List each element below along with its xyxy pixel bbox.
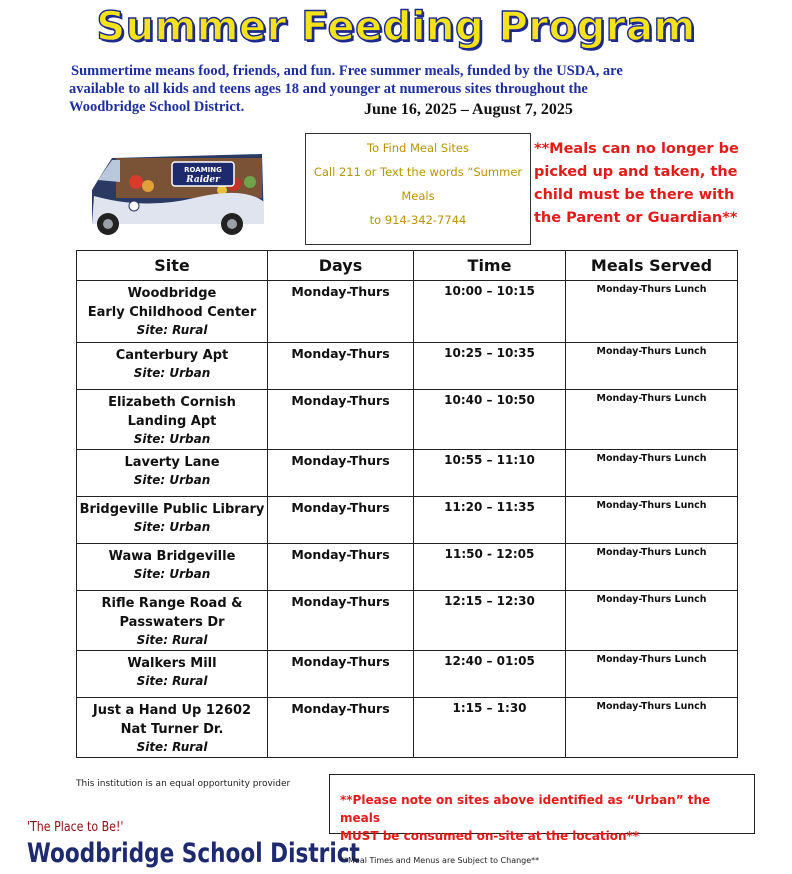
- table-row: [77, 698, 738, 758]
- site-cell: [77, 591, 268, 651]
- notice-line-1: **Meals can no longer be: [534, 141, 739, 157]
- intro-line-1: Summertime means food, friends, and fun. Free summer meals, funded by the USDA, are: [71, 63, 623, 79]
- time-cell: 10:40 – 10:50: [414, 390, 566, 450]
- find-line-3: Meals: [401, 189, 435, 203]
- site-cell: [77, 450, 268, 497]
- table-row: [77, 390, 738, 450]
- site-name: Rifle Range Road &: [101, 596, 243, 611]
- table-row: [77, 497, 738, 544]
- days-cell: Monday-Thurs: [268, 591, 414, 651]
- truck-badge-line-1: ROAMING: [184, 166, 222, 174]
- site-type: Site: Urban: [133, 520, 211, 534]
- truck-badge-line-2: Raider: [186, 175, 220, 185]
- site-name: Just a Hand Up 12602: [92, 703, 252, 718]
- table-row: [77, 450, 738, 497]
- meals-cell: Monday-Thurs Lunch: [566, 698, 738, 758]
- site-type: Site: Rural: [136, 740, 208, 754]
- site-name: Landing Apt: [127, 414, 217, 429]
- find-line-2: Call 211 or Text the words “Summer: [313, 165, 523, 179]
- meals-cell: Monday-Thurs Lunch: [566, 651, 738, 698]
- meals-cell: Monday-Thurs Lunch: [566, 591, 738, 651]
- site-cell: [77, 497, 268, 544]
- site-cell: [77, 343, 268, 390]
- header-site: Site: [77, 251, 268, 281]
- find-meal-sites-box: [305, 133, 531, 245]
- meals-cell: Monday-Thurs Lunch: [566, 343, 738, 390]
- header-days: Days: [268, 251, 414, 281]
- site-name: Nat Turner Dr.: [120, 722, 224, 737]
- table-row: [77, 591, 738, 651]
- site-name: Passwaters Dr: [119, 615, 225, 630]
- days-cell: Monday-Thurs: [268, 651, 414, 698]
- site-type: Site: Urban: [133, 366, 211, 380]
- site-cell: [77, 698, 268, 758]
- time-cell: 10:25 – 10:35: [414, 343, 566, 390]
- time-cell: 1:15 – 1:30: [414, 698, 566, 758]
- intro-line-2: available to all kids and teens ages 18 and younger at numerous sites throughout the: [69, 81, 588, 97]
- site-cell: [77, 390, 268, 450]
- days-cell: Monday-Thurs: [268, 390, 414, 450]
- site-name: Elizabeth Cornish: [108, 395, 236, 410]
- days-cell: Monday-Thurs: [268, 343, 414, 390]
- notice-line-3: child must be there with: [534, 187, 735, 203]
- site-name: Laverty Lane: [124, 455, 220, 470]
- site-name: Canterbury Apt: [115, 348, 229, 363]
- table-header-row: [77, 251, 738, 281]
- site-type: Site: Rural: [136, 674, 208, 688]
- time-cell: 10:00 – 10:15: [414, 281, 566, 343]
- intro-line-3: Woodbridge School District.: [69, 99, 245, 115]
- days-cell: Monday-Thurs: [268, 544, 414, 591]
- days-cell: Monday-Thurs: [268, 281, 414, 343]
- site-cell: [77, 651, 268, 698]
- find-line-1: To Find Meal Sites: [367, 141, 469, 155]
- header-meals-served: Meals Served: [566, 251, 738, 281]
- site-name: Wawa Bridgeville: [108, 549, 236, 564]
- urban-note-line-1: **Please note on sites above identified as “Urban” the meals: [340, 793, 711, 825]
- site-type: Site: Urban: [133, 432, 211, 446]
- food-truck-illustration: [84, 152, 274, 238]
- pickup-notice: [534, 138, 744, 230]
- site-type: Site: Urban: [133, 567, 211, 581]
- site-name: Walkers Mill: [127, 656, 217, 671]
- days-cell: Monday-Thurs: [268, 698, 414, 758]
- time-cell: 12:40 – 01:05: [414, 651, 566, 698]
- site-name: Early Childhood Center: [87, 305, 257, 320]
- site-type: Site: Rural: [136, 323, 208, 337]
- table-row: [77, 544, 738, 591]
- meal-schedule-table: [76, 250, 738, 758]
- district-logo-text: Woodbridge School District: [27, 838, 360, 869]
- table-row: [77, 343, 738, 390]
- time-cell: 11:20 – 11:35: [414, 497, 566, 544]
- urban-sites-note: [329, 774, 755, 843]
- meals-cell: Monday-Thurs Lunch: [566, 450, 738, 497]
- find-line-4: to 914-342-7744: [369, 213, 467, 227]
- time-cell: 10:55 – 11:10: [414, 450, 566, 497]
- site-name: Woodbridge: [127, 286, 217, 301]
- table-row: [77, 281, 738, 343]
- meals-cell: Monday-Thurs Lunch: [566, 281, 738, 343]
- site-type: Site: Rural: [136, 633, 208, 647]
- page-title: Summer Feeding Program: [96, 4, 696, 50]
- meals-cell: Monday-Thurs Lunch: [566, 544, 738, 591]
- program-dates: June 16, 2025 – August 7, 2025: [364, 101, 573, 118]
- district-tagline: 'The Place to Be!': [27, 820, 124, 835]
- time-cell: 11:50 - 12:05: [414, 544, 566, 591]
- site-type: Site: Urban: [133, 473, 211, 487]
- notice-line-2: picked up and taken, the: [534, 164, 738, 180]
- notice-line-4: the Parent or Guardian**: [534, 210, 738, 226]
- meals-cell: Monday-Thurs Lunch: [566, 497, 738, 544]
- header-time: Time: [414, 251, 566, 281]
- urban-note-line-2: MUST be consumed on-site at the location**: [340, 829, 640, 843]
- meals-cell: Monday-Thurs Lunch: [566, 390, 738, 450]
- table-row: [77, 651, 738, 698]
- site-cell: [77, 281, 268, 343]
- subject-to-change-note: **Meal Times and Menus are Subject to Change**: [340, 856, 540, 865]
- days-cell: Monday-Thurs: [268, 450, 414, 497]
- days-cell: Monday-Thurs: [268, 497, 414, 544]
- time-cell: 12:15 – 12:30: [414, 591, 566, 651]
- site-cell: [77, 544, 268, 591]
- equal-opportunity-statement: This institution is an equal opportunity provider: [76, 779, 291, 789]
- site-name: Bridgeville Public Library: [79, 502, 265, 517]
